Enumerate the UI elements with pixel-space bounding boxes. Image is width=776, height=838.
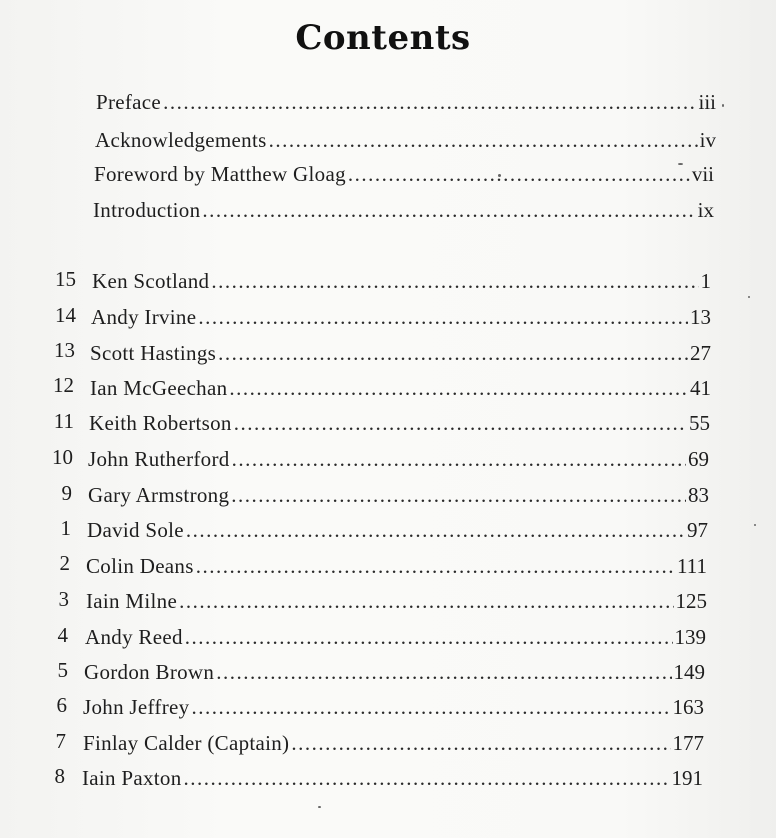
toc-entry-page: 27 xyxy=(690,341,711,365)
dot-leader xyxy=(163,89,696,115)
toc-entry-page: 125 xyxy=(675,589,707,613)
toc-entry-page: 163 xyxy=(672,695,704,719)
dot-leader xyxy=(179,588,673,614)
chapter-number: 14 xyxy=(55,303,76,327)
chapter-number: 1 xyxy=(60,516,71,540)
toc-entry-page: 191 xyxy=(671,766,703,790)
dot-leader xyxy=(218,340,688,366)
toc-entry-chapter xyxy=(92,268,711,294)
dot-leader xyxy=(184,765,670,791)
toc-entry-chapter xyxy=(89,410,710,436)
toc-entry-chapter xyxy=(85,624,706,650)
toc-entry-chapter xyxy=(86,588,707,614)
toc-entry-label: Iain Paxton xyxy=(82,766,182,790)
scan-speck xyxy=(722,104,724,107)
toc-entry-page: iii xyxy=(698,90,716,114)
dot-leader xyxy=(229,375,688,401)
scan-speck xyxy=(498,174,501,177)
toc-entry-label: Gary Armstrong xyxy=(88,483,230,507)
toc-entry-foreword xyxy=(94,161,714,187)
dot-leader xyxy=(211,268,698,294)
scan-speck xyxy=(748,296,750,298)
toc-entry-label: Andy Irvine xyxy=(91,305,197,329)
chapter-number: 15 xyxy=(55,267,76,291)
toc-entry-chapter xyxy=(88,482,709,508)
dot-leader xyxy=(269,127,698,153)
toc-entry-chapter xyxy=(87,517,708,543)
dot-leader xyxy=(231,482,686,508)
toc-entry-page: 13 xyxy=(690,305,711,329)
toc-entry-chapter xyxy=(90,375,711,401)
toc-entry-chapter xyxy=(82,765,703,791)
toc-entry-label: Introduction xyxy=(93,198,201,222)
toc-entry-label: John Rutherford xyxy=(88,447,230,471)
dot-leader xyxy=(202,197,695,223)
toc-entry-label: Scott Hastings xyxy=(90,341,217,365)
chapter-number: 9 xyxy=(61,481,72,505)
toc-entry-page: iv xyxy=(699,128,716,152)
toc-entry-label: Ian McGeechan xyxy=(90,376,228,400)
chapter-number: 4 xyxy=(57,623,68,647)
toc-entry-label: Finlay Calder (Captain) xyxy=(83,731,290,755)
toc-entry-page: 83 xyxy=(688,483,709,507)
toc-entry-page: 1 xyxy=(700,269,711,293)
chapter-number: 2 xyxy=(59,551,70,575)
toc-entry-introduction xyxy=(93,197,714,223)
toc-entry-page: 177 xyxy=(672,731,704,755)
toc-entry-page: 97 xyxy=(687,518,708,542)
chapter-number: 12 xyxy=(53,373,74,397)
toc-entry-chapter xyxy=(91,304,711,330)
toc-entry-label: Colin Deans xyxy=(86,554,194,578)
toc-entry-label: Gordon Brown xyxy=(84,660,215,684)
chapter-number: 13 xyxy=(54,338,75,362)
chapter-number: 3 xyxy=(58,587,69,611)
chapter-number: 8 xyxy=(54,764,65,788)
chapter-number: 7 xyxy=(55,729,66,753)
toc-entry-label: John Jeffrey xyxy=(83,695,190,719)
dot-leader xyxy=(216,659,671,685)
chapter-number: 10 xyxy=(52,445,73,469)
dot-leader xyxy=(348,161,690,187)
toc-entry-preface xyxy=(96,89,716,115)
toc-entry-label: Iain Milne xyxy=(86,589,178,613)
dot-leader xyxy=(186,517,685,543)
dot-leader xyxy=(232,446,686,472)
toc-entry-chapter xyxy=(84,659,705,685)
toc-entry-page: 139 xyxy=(674,625,706,649)
dot-leader xyxy=(196,553,675,579)
toc-entry-page: 69 xyxy=(688,447,709,471)
scan-speck xyxy=(754,524,756,526)
toc-entry-chapter xyxy=(90,340,711,366)
toc-entry-label: David Sole xyxy=(87,518,184,542)
scan-speck xyxy=(318,806,321,808)
toc-entry-page: vii xyxy=(691,162,714,186)
toc-entry-chapter xyxy=(83,730,704,756)
toc-entry-label: Andy Reed xyxy=(85,625,183,649)
dot-leader xyxy=(234,410,687,436)
toc-entry-label: Ken Scotland xyxy=(92,269,210,293)
toc-entry-acknowledgements xyxy=(95,127,716,153)
toc-entry-page: 41 xyxy=(690,376,711,400)
toc-entry-page: 149 xyxy=(673,660,705,684)
toc-entry-label: Preface xyxy=(96,90,162,114)
toc-entry-chapter xyxy=(86,553,707,579)
dot-leader xyxy=(198,304,688,330)
chapter-number: 11 xyxy=(53,409,74,433)
chapter-number: 5 xyxy=(57,658,68,682)
dot-leader xyxy=(185,624,673,650)
toc-entry-page: 55 xyxy=(689,411,710,435)
toc-entry-label: Foreword by Matthew Gloag xyxy=(94,162,346,186)
page-title: Contents xyxy=(295,18,471,58)
toc-entry-label: Keith Robertson xyxy=(89,411,232,435)
dot-leader xyxy=(291,730,670,756)
toc-entry-page: 111 xyxy=(677,554,707,578)
chapter-number: 6 xyxy=(56,693,67,717)
toc-entry-chapter xyxy=(83,694,704,720)
scan-speck xyxy=(678,163,683,165)
toc-entry-chapter xyxy=(88,446,709,472)
dot-leader xyxy=(191,694,670,720)
toc-entry-label: Acknowledgements xyxy=(95,128,267,152)
toc-entry-page: ix xyxy=(697,198,714,222)
